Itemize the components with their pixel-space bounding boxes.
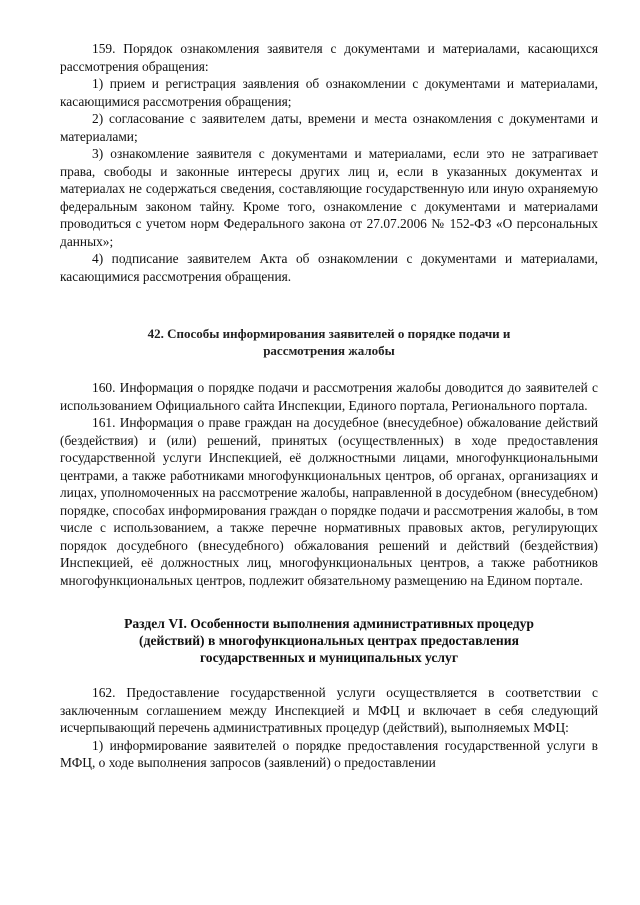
section-heading-42: 42. Способы информирования заявителей о порядке подачи и рассмотрения жалобы xyxy=(147,326,511,358)
mfc-procedures-block xyxy=(60,684,598,772)
document-page xyxy=(60,40,598,772)
paragraph-162: 162. Предоставление государственной услуги осуществляется в соответствии с заключенным соглашением между Инспекцией и МФЦ и включает в себя следующий исчерпывающий перечень административных процедур (действий), выполняемых МФЦ: xyxy=(60,685,598,735)
paragraph-161: 161. Информация о праве граждан на досудебное (внесудебное) обжалование действий (бездействия) и (или) решений, принятых (осуществленных) в ходе предоставления государственной услуги Инспекцией, её должностными лицами, многофункциональными центрами, а также работниками многофункциональных центров, об органах, организациях и лицах, уполномоченных на рассмотрение жалобы, направленной в досудебном (внесудебном) порядке, способах информирования граждан о порядке подачи и рассмотрения жалобы, в том числе с использованием, а также перечне нормативных правовых актов, регулирующих порядок досудебного (внесудебного) обжалования решений и действий (бездействия) Инспекцией, её должностных лиц, многофункциональных центров, а также работников многофункциональных центров, подлежит обязательному размещению на Едином портале. xyxy=(60,415,598,588)
information-block xyxy=(60,379,598,589)
list-item-4: 4) подписание заявителем Акта об ознакомлении с документами и материалами, касающимися рассмотрения обращения. xyxy=(60,251,598,284)
list-item-2: 2) согласование с заявителем даты, времени и места ознакомления с документами и материалами; xyxy=(60,111,598,144)
paragraph-159: 159. Порядок ознакомления заявителя с документами и материалами, касающихся рассмотрения обращения: xyxy=(60,41,598,74)
list-item-3: 3) ознакомление заявителя с документами и материалами, если это не затрагивает права, свободы и законные интересы других лиц и, если в указанных документах и материалах не содержаться сведения, составляющие государственную или иную охраняемую федеральным законом тайну. Кроме того, ознакомление с документами и материалами проводиться с учетом норм Федерального закона от 27.07.2006 № 152-ФЗ «О персональных данных»; xyxy=(60,146,598,249)
procedure-159-list xyxy=(60,40,598,285)
section-6-heading: Раздел VI. Особенности выполнения административных процедур (действий) в многофункциональных центрах предоставления государственных и муниципальных услуг xyxy=(124,616,534,665)
list-item-1: 1) прием и регистрация заявления об ознакомлении с документами и материалами, касающимися рассмотрения обращения; xyxy=(60,76,598,109)
mfc-list-item-1: 1) информирование заявителей о порядке предоставления государственной услуги в МФЦ, о ходе выполнения запросов (заявлений) о предоставлении xyxy=(60,737,598,770)
paragraph-160: 160. Информация о порядке подачи и рассмотрения жалобы доводится до заявителей с использованием Официального сайта Инспекции, Единого портала, Регионального портала. xyxy=(60,380,598,413)
